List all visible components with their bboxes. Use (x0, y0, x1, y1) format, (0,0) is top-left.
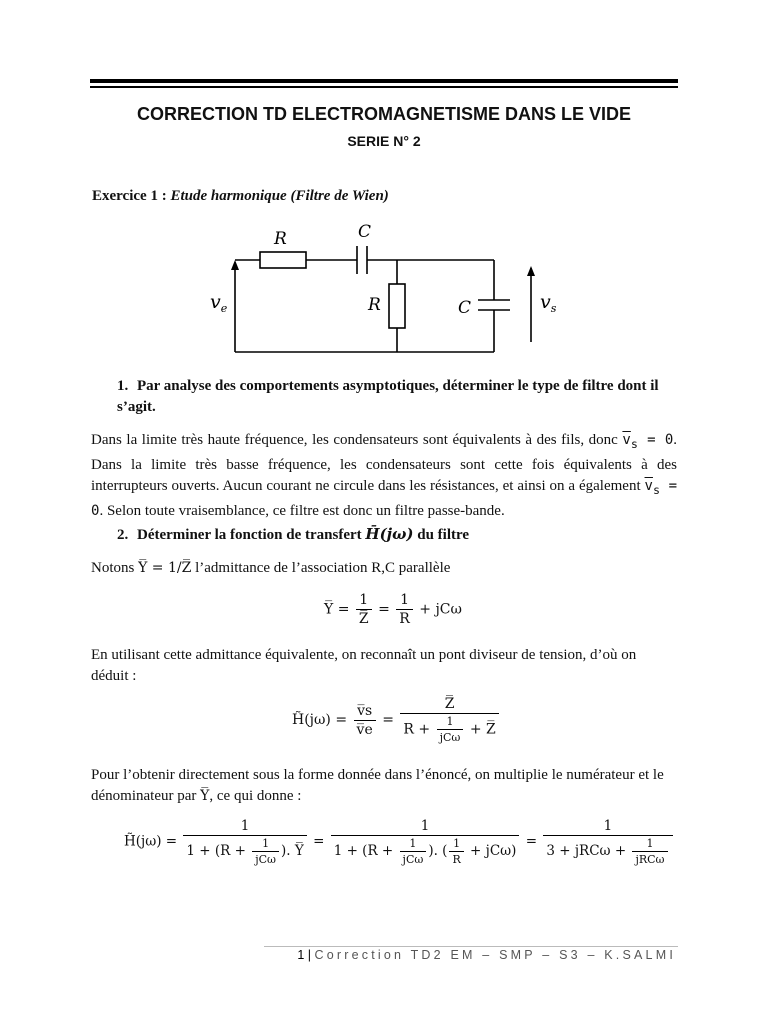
header-rule-thin (90, 86, 678, 88)
notation-text-a: Notons (91, 560, 139, 576)
page-footer (264, 948, 676, 962)
question-1-text: Par analyse des comportements asymptotiques, déterminer le type de filtre dont il s’agit. (117, 378, 659, 415)
label-output-voltage: $v_s$ (540, 291, 557, 315)
answer-1-text-b: . Dans la limite très basse fréquence, les condensateurs sont cette fois équivalents à des interrupteurs ouverts. Aucun courant ne circule dans les résistances, et ainsi on a également (91, 432, 677, 494)
answer-1-text-c: . Selon toute vraisemblance, ce filtre est donc un filtre passe-bande. (99, 502, 505, 519)
question-1 (117, 376, 677, 418)
page-subtitle: SERIE N° 2 (347, 133, 421, 149)
question-2-math: H̄(jω) (365, 525, 414, 543)
answer-1-math-b: $\overline{v}_s = 0$ (91, 477, 678, 519)
multiply-paragraph (91, 765, 677, 807)
question-2 (117, 524, 469, 546)
exercise-label: Exercice 1 : (92, 188, 167, 204)
equation-transfer-function-final: H̃(jω) = 1 1 + (R + $\frac{1}{\text{jCω}}$ ). Y̅ = 1 1 + (R + $\frac{1}{\text{jCω}}$ ). ( $\frac{1}{R}$ + jCω) = 1 3 + jRCω + $\frac{1}{\text{jRCω}}$ (124, 818, 675, 866)
footer-rule (264, 946, 678, 947)
question-2-text-end: du filtre (413, 527, 470, 543)
equation-admittance: Y̅ = $\frac{1}{Z̅}$ = $\frac{1}{R}$ + jCω (324, 592, 462, 627)
label-r-series: R (274, 229, 287, 249)
footer-separator: | (304, 948, 315, 962)
notation-math: Y̅ = 1/Z̅ (138, 560, 192, 576)
page-title: CORRECTION TD ELECTROMAGNETISME DANS LE VIDE (136, 104, 631, 124)
answer-1-math-a: $\overline{v}_s = 0$ (622, 432, 674, 451)
page-number: 1 (297, 948, 305, 962)
question-2-text: Déterminer la fonction de transfert (137, 527, 366, 543)
notation-paragraph (91, 558, 677, 579)
exercise-heading (92, 188, 389, 205)
exercise-title: Etude harmonique (Filtre de Wien) (170, 188, 389, 204)
resistor-series (260, 252, 306, 268)
answer-1-paragraph (91, 430, 677, 522)
equation-transfer-function: H̃(jω) = $\frac{v̅s}{v̅e}$ = Z̅ R + $\frac{1}{\text{jCω}}$ + Z̅ (292, 696, 501, 744)
label-c-series: C (358, 222, 372, 242)
notation-text-b: l’admittance de l’association R,C parallèle (191, 560, 451, 576)
resistor-parallel (389, 284, 405, 328)
divider-paragraph: En utilisant cette admittance équivalente, on reconnaît un pont diviseur de tension, d’où on déduit : (91, 647, 637, 684)
header-rule-thick (90, 79, 678, 83)
label-input-voltage: $v_e$ (210, 291, 228, 315)
multiply-text-a: Pour l’obtenir directement sous la forme donnée dans l’énoncé, on multiplie le numérateur et le dénominateur par (91, 767, 664, 804)
label-c-parallel: C (458, 298, 472, 318)
question-2-number: 2. (117, 527, 129, 543)
multiply-text-b: , ce qui donne : (209, 788, 302, 804)
question-1-number: 1. (117, 378, 129, 394)
label-r-parallel: R (368, 295, 381, 315)
footer-text: Correction TD2 EM – SMP – S3 – K.SALMI (314, 948, 676, 962)
multiply-math: Y̅ (200, 788, 210, 804)
answer-1-text-a: Dans la limite très haute fréquence, les condensateurs sont équivalents à des fils, donc (91, 432, 623, 448)
wien-filter-circuit (200, 218, 570, 360)
